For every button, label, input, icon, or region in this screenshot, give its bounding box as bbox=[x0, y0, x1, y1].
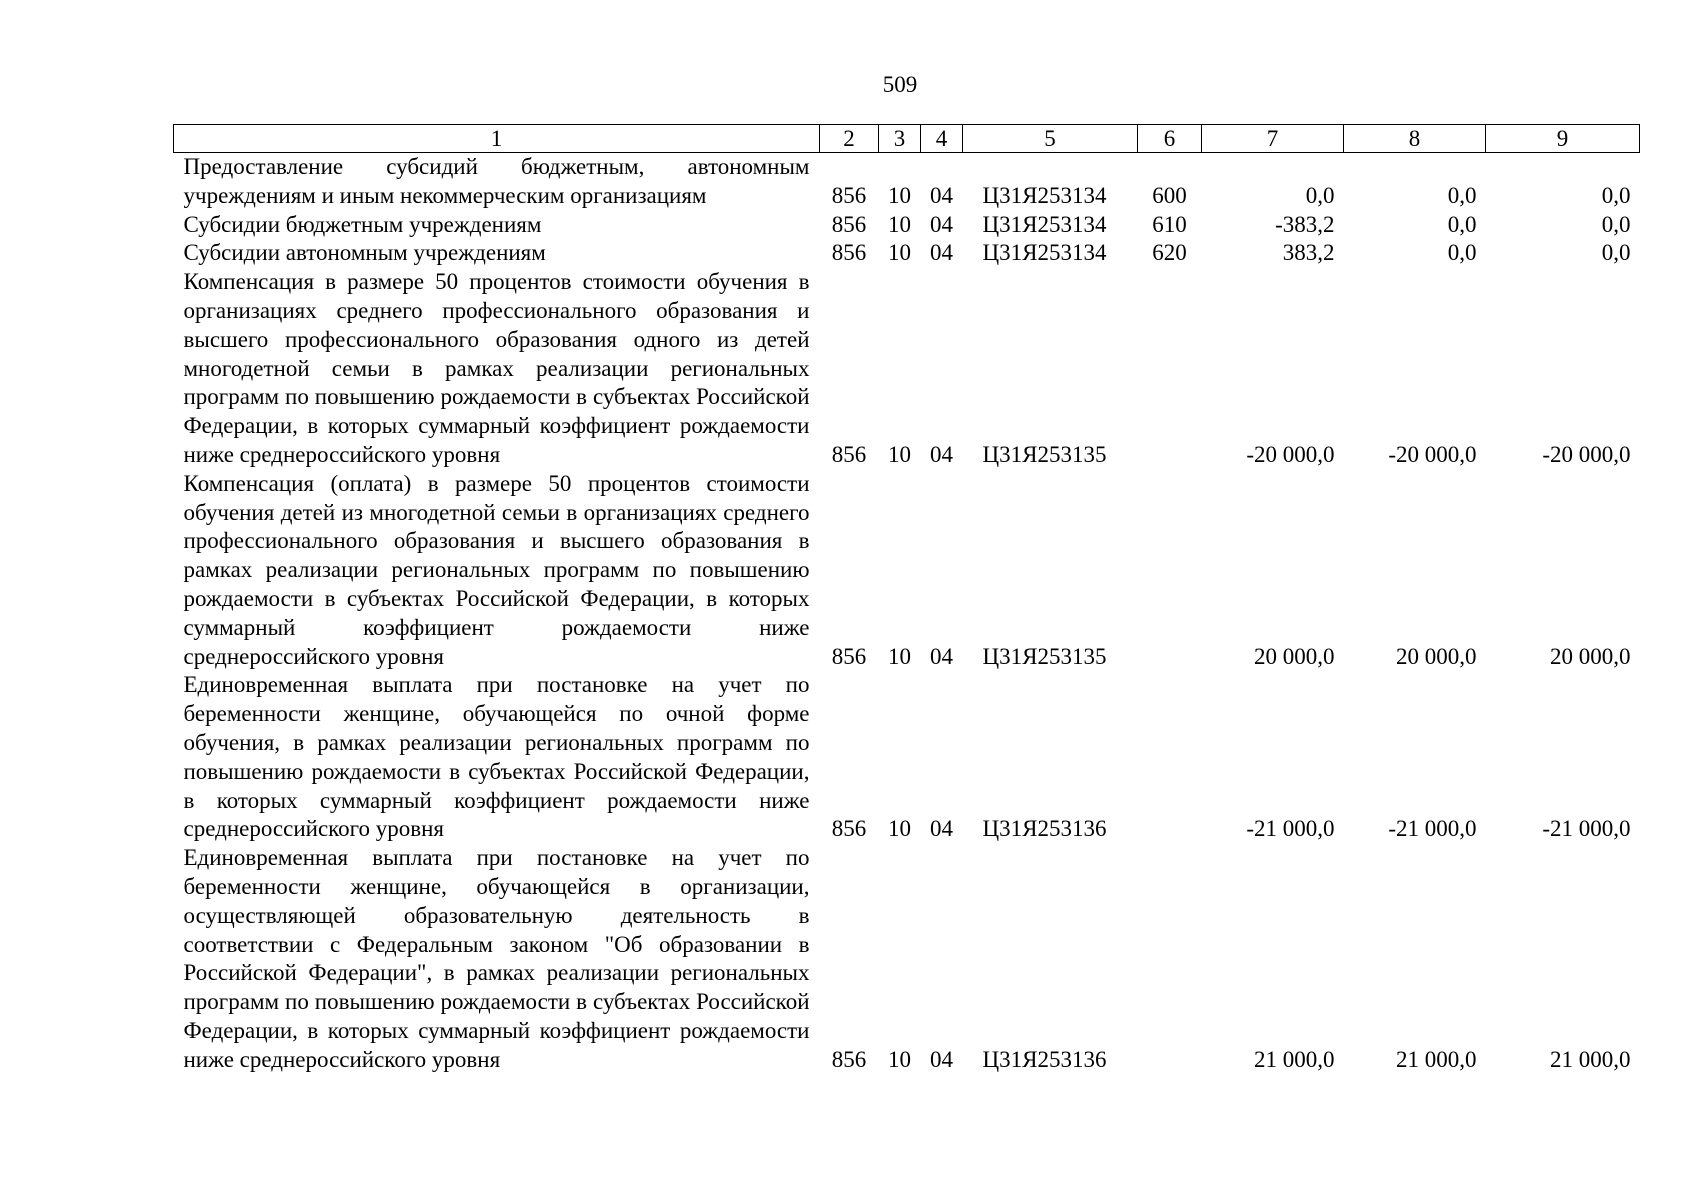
row-description: Единовременная выплата при постановке на учет по беременности женщине, обучающейся по очной форме обучения, в рамках реализации региональных программ по повышению рождаемости в субъектах Российской Федерации, в которых суммарный коэффициент рождаемости ниже среднероссийского уровня bbox=[183, 672, 810, 842]
row-amount-7: 21 000,0 bbox=[1254, 1046, 1335, 1072]
row-amount-8: -21 000,0 bbox=[1388, 816, 1477, 842]
row-admin-code: 856 bbox=[831, 240, 867, 266]
header-cell-2: 2 bbox=[820, 125, 879, 153]
row-admin-code: 856 bbox=[831, 643, 867, 669]
table-row bbox=[174, 470, 1640, 672]
row-subsection: 04 bbox=[930, 1046, 953, 1072]
table-row bbox=[174, 211, 1640, 240]
row-amount-9: 0,0 bbox=[1601, 240, 1631, 266]
header-cell-6: 6 bbox=[1138, 125, 1202, 153]
row-expense-type bbox=[1138, 671, 1202, 844]
table-row bbox=[174, 239, 1640, 268]
table-row bbox=[174, 844, 1640, 1074]
row-target-code: Ц31Я253135 bbox=[982, 441, 1107, 467]
row-section: 10 bbox=[888, 816, 911, 842]
row-section: 10 bbox=[888, 643, 911, 669]
row-amount-7: 20 000,0 bbox=[1254, 643, 1335, 669]
row-target-code: Ц31Я253136 bbox=[982, 816, 1107, 842]
row-section: 10 bbox=[888, 441, 911, 467]
row-amount-9: -20 000,0 bbox=[1542, 441, 1631, 467]
table-body bbox=[174, 153, 1640, 1075]
row-amount-7: -21 000,0 bbox=[1246, 816, 1335, 842]
row-target-code: Ц31Я253134 bbox=[982, 182, 1107, 208]
row-amount-7: 383,2 bbox=[1282, 240, 1335, 266]
row-expense-type bbox=[1138, 470, 1202, 672]
row-amount-7: 0,0 bbox=[1305, 182, 1335, 208]
row-admin-code: 856 bbox=[831, 211, 867, 237]
row-admin-code: 856 bbox=[831, 441, 867, 467]
row-amount-8: -20 000,0 bbox=[1388, 441, 1477, 467]
table-row bbox=[174, 671, 1640, 844]
row-section: 10 bbox=[888, 240, 911, 266]
row-amount-9: 0,0 bbox=[1601, 182, 1631, 208]
row-amount-9: 20 000,0 bbox=[1550, 643, 1631, 669]
row-amount-8: 0,0 bbox=[1447, 240, 1477, 266]
row-description: Предоставление субсидий бюджетным, автономным учреждениям и иным некоммерческим организациям bbox=[183, 154, 810, 208]
row-subsection: 04 bbox=[930, 816, 953, 842]
budget-table bbox=[173, 124, 1640, 1075]
row-description: Субсидии бюджетным учреждениям bbox=[183, 211, 542, 237]
row-expense-type: 600 bbox=[1152, 182, 1187, 208]
row-amount-9: -21 000,0 bbox=[1542, 816, 1631, 842]
row-amount-7: -20 000,0 bbox=[1246, 441, 1335, 467]
row-amount-9: 21 000,0 bbox=[1550, 1046, 1631, 1072]
table-row bbox=[174, 268, 1640, 470]
header-cell-7: 7 bbox=[1202, 125, 1344, 153]
row-amount-8: 0,0 bbox=[1447, 211, 1477, 237]
row-amount-8: 21 000,0 bbox=[1396, 1046, 1477, 1072]
header-cell-3: 3 bbox=[879, 125, 921, 153]
row-subsection: 04 bbox=[930, 643, 953, 669]
table-header bbox=[174, 125, 1640, 153]
table-row bbox=[174, 153, 1640, 211]
row-subsection: 04 bbox=[930, 182, 953, 208]
row-amount-9: 0,0 bbox=[1601, 211, 1631, 237]
row-admin-code: 856 bbox=[831, 816, 867, 842]
row-amount-8: 0,0 bbox=[1447, 182, 1477, 208]
row-description: Единовременная выплата при постановке на учет по беременности женщине, обучающейся в организации, осуществляющей образовательную деятельность в соответствии с Федеральным законом "Об образовании в Российской Федерации", в рамках реализации региональных программ по повышению рождаемости в субъектах Российской Федерации, в которых суммарный коэффициент рождаемости ниже среднероссийского уровня bbox=[183, 845, 810, 1072]
header-cell-1: 1 bbox=[174, 125, 820, 153]
row-subsection: 04 bbox=[930, 240, 953, 266]
row-admin-code: 856 bbox=[831, 182, 867, 208]
header-cell-9: 9 bbox=[1486, 125, 1640, 153]
row-amount-7: -383,2 bbox=[1275, 211, 1335, 237]
header-cell-5: 5 bbox=[963, 125, 1138, 153]
row-expense-type: 620 bbox=[1152, 240, 1187, 266]
row-expense-type: 610 bbox=[1152, 211, 1187, 237]
row-target-code: Ц31Я253134 bbox=[982, 211, 1107, 237]
row-amount-8: 20 000,0 bbox=[1396, 643, 1477, 669]
row-target-code: Ц31Я253135 bbox=[982, 643, 1107, 669]
row-section: 10 bbox=[888, 1046, 911, 1072]
row-description: Субсидии автономным учреждениям bbox=[183, 240, 546, 266]
row-target-code: Ц31Я253136 bbox=[982, 1046, 1107, 1072]
header-cell-4: 4 bbox=[921, 125, 963, 153]
row-description: Компенсация в размере 50 процентов стоимости обучения в организациях среднего профессионального образования и высшего профессионального образования одного из детей многодетной семьи в рамках реализации региональных программ по повышению рождаемости в субъектах Российской Федерации, в которых суммарный коэффициент рождаемости ниже среднероссийского уровня bbox=[183, 269, 810, 467]
header-cell-8: 8 bbox=[1344, 125, 1486, 153]
page-number: 509 bbox=[882, 72, 918, 97]
row-subsection: 04 bbox=[930, 441, 953, 467]
row-description: Компенсация (оплата) в размере 50 процентов стоимости обучения детей из многодетной семьи в организациях среднего профессионального образования и высшего образования в рамках реализации региональных программ по повышению рождаемости в субъектах Российской Федерации, в которых суммарный коэффициент рождаемости ниже среднероссийского уровня bbox=[183, 470, 810, 669]
row-section: 10 bbox=[888, 211, 911, 237]
row-expense-type bbox=[1138, 844, 1202, 1074]
row-admin-code: 856 bbox=[831, 1046, 867, 1072]
row-section: 10 bbox=[888, 182, 911, 208]
row-target-code: Ц31Я253134 bbox=[982, 240, 1107, 266]
row-subsection: 04 bbox=[930, 211, 953, 237]
header-row bbox=[174, 125, 1640, 153]
row-expense-type bbox=[1138, 268, 1202, 470]
